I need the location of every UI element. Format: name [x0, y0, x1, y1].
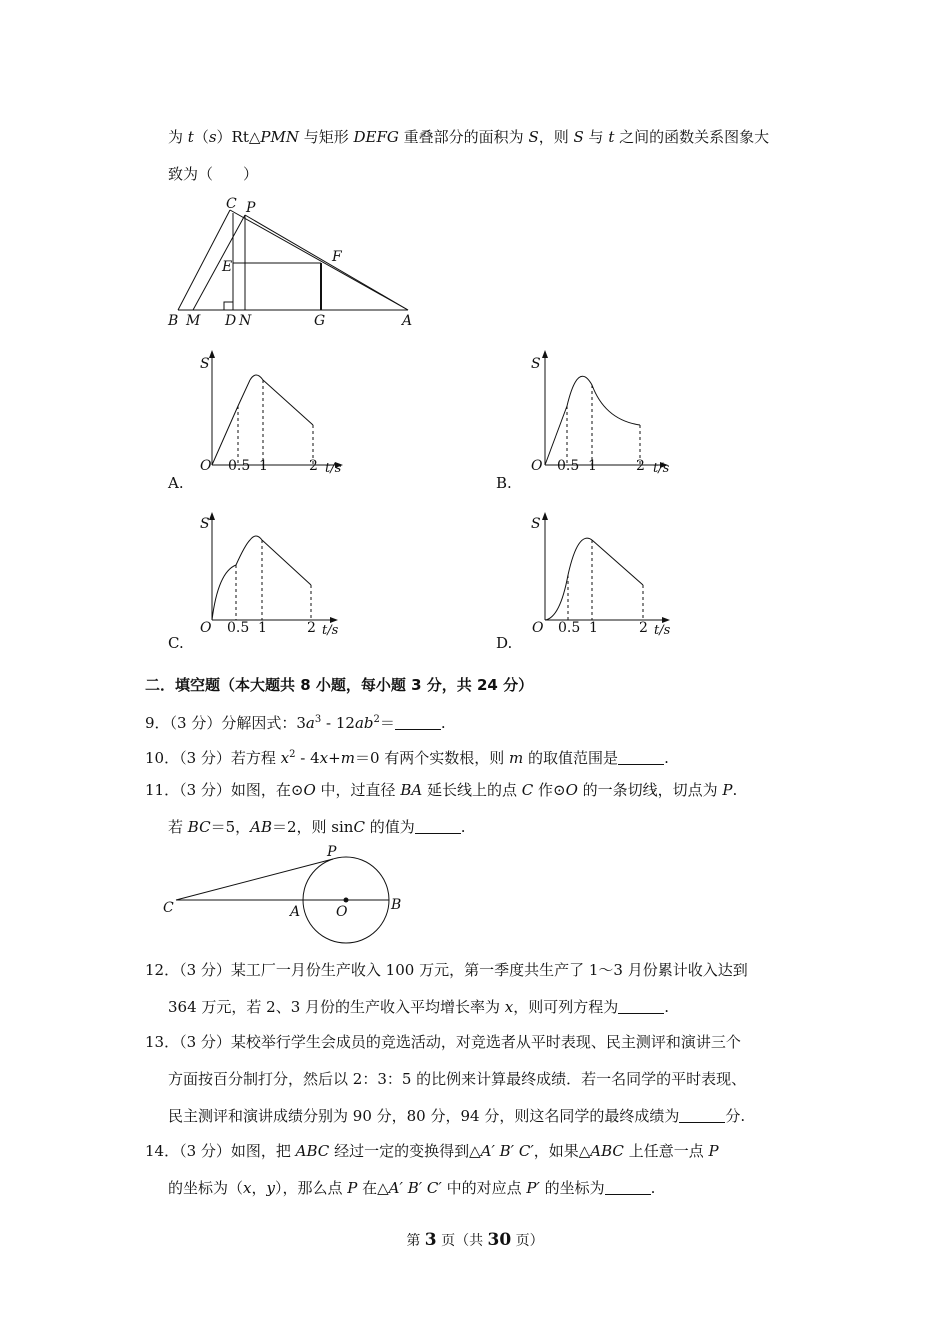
tick-1: 1 — [589, 620, 598, 636]
label-O: O — [531, 458, 543, 474]
label-tunit: t/s — [325, 461, 342, 476]
label-A: A — [290, 904, 301, 920]
tick-1: 1 — [259, 458, 268, 474]
q13-line1: 13．（3 分）某校举行学生会成员的竞选活动，对竞选者从平时表现、民主测评和演讲三个 — [145, 1033, 741, 1051]
label-O: O — [200, 620, 212, 636]
q13-line3: 民主测评和演讲成绩分别为 90 分，80 分，94 分，则这名同学的最终成绩为 分. — [168, 1107, 746, 1125]
label-M: M — [186, 313, 201, 329]
label-C: C — [226, 196, 237, 212]
label-O: O — [336, 904, 348, 920]
label-S: S — [531, 516, 541, 532]
q14-line1: 14．（3 分）如图，把 ABC 经过一定的变换得到△A′ B′ C′，如果△ABC 上任意一点 P — [145, 1142, 719, 1160]
answer-blank — [618, 999, 664, 1014]
q11-line2: 若 BC＝5，AB＝2，则 sinC 的值为 . — [168, 818, 466, 836]
q12-line1: 12．（3 分）某工厂一月份生产收入 100 万元，第一季度共生产了 1～3 月份累计收入达到 — [145, 961, 748, 979]
q11-line1: 11．（3 分）如图，在⊙O 中，过直径 BA 延长线上的点 C 作⊙O 的一条切线，切点为 P. — [145, 781, 738, 799]
label-N: N — [239, 313, 252, 329]
center-dot — [344, 898, 349, 903]
label-S: S — [200, 516, 210, 532]
section-title: 二．填空题（本大题共 8 小题，每小题 3 分，共 24 分） — [145, 676, 534, 694]
label-A: A — [402, 313, 413, 329]
label-C: C — [163, 900, 174, 916]
label-tunit: t/s — [653, 461, 670, 476]
label-O: O — [200, 458, 212, 474]
tick-2: 2 — [309, 458, 318, 474]
label-D: D — [225, 313, 237, 329]
option-d-label: D. — [496, 634, 513, 652]
q9: 9．（3 分）分解因式：$3a^3 - 12ab^2=$ . — [145, 714, 446, 732]
label-F: F — [332, 249, 342, 265]
tick-05: 0.5 — [558, 620, 581, 636]
q8-line2: 致为（ ） — [168, 165, 259, 183]
option-c-label: C. — [168, 634, 184, 652]
label-O: O — [532, 620, 544, 636]
answer-blank — [605, 1180, 651, 1195]
tick-2: 2 — [636, 458, 645, 474]
label-S: S — [200, 356, 210, 372]
q13-line2: 方面按百分制打分，然后以 2：3：5 的比例来计算最终成绩．若一名同学的平时表现、 — [168, 1070, 747, 1088]
tick-05: 0.5 — [557, 458, 580, 474]
tick-2: 2 — [307, 620, 316, 636]
label-S: S — [531, 356, 541, 372]
q12-line2: 364 万元，若 2、3 月份的生产收入平均增长率为 x，则可列方程为 . — [168, 998, 670, 1016]
tick-05: 0.5 — [228, 458, 251, 474]
q14-line2: 的坐标为（x，y），那么点 P 在△A′ B′ C′ 中的对应点 P′ 的坐标为 . — [168, 1179, 656, 1197]
page-footer: 第 3 页（共 30 页） — [406, 1230, 544, 1250]
answer-blank — [679, 1108, 725, 1123]
label-tunit: t/s — [654, 623, 671, 638]
label-B: B — [168, 313, 179, 329]
tick-1: 1 — [588, 458, 597, 474]
option-b-label: B. — [496, 474, 512, 492]
tick-1: 1 — [258, 620, 267, 636]
q10: 10．（3 分）若方程 $x^2 - 4x+m=0$ 有两个实数根，则 m 的取值范围是 . — [145, 749, 669, 767]
label-tunit: t/s — [322, 623, 339, 638]
tick-05: 0.5 — [227, 620, 250, 636]
q8-line1: 为 t（s）Rt△PMN 与矩形 DEFG 重叠部分的面积为 S，则 S 与 t 之间的函数关系图象大 — [168, 128, 770, 146]
tangent-CP — [176, 859, 333, 900]
option-a-label: A. — [168, 474, 184, 492]
label-P: P — [327, 844, 337, 860]
label-E: E — [222, 259, 233, 275]
label-B: B — [391, 897, 402, 913]
label-G: G — [314, 313, 326, 329]
tick-2: 2 — [639, 620, 648, 636]
label-P: P — [246, 200, 256, 216]
